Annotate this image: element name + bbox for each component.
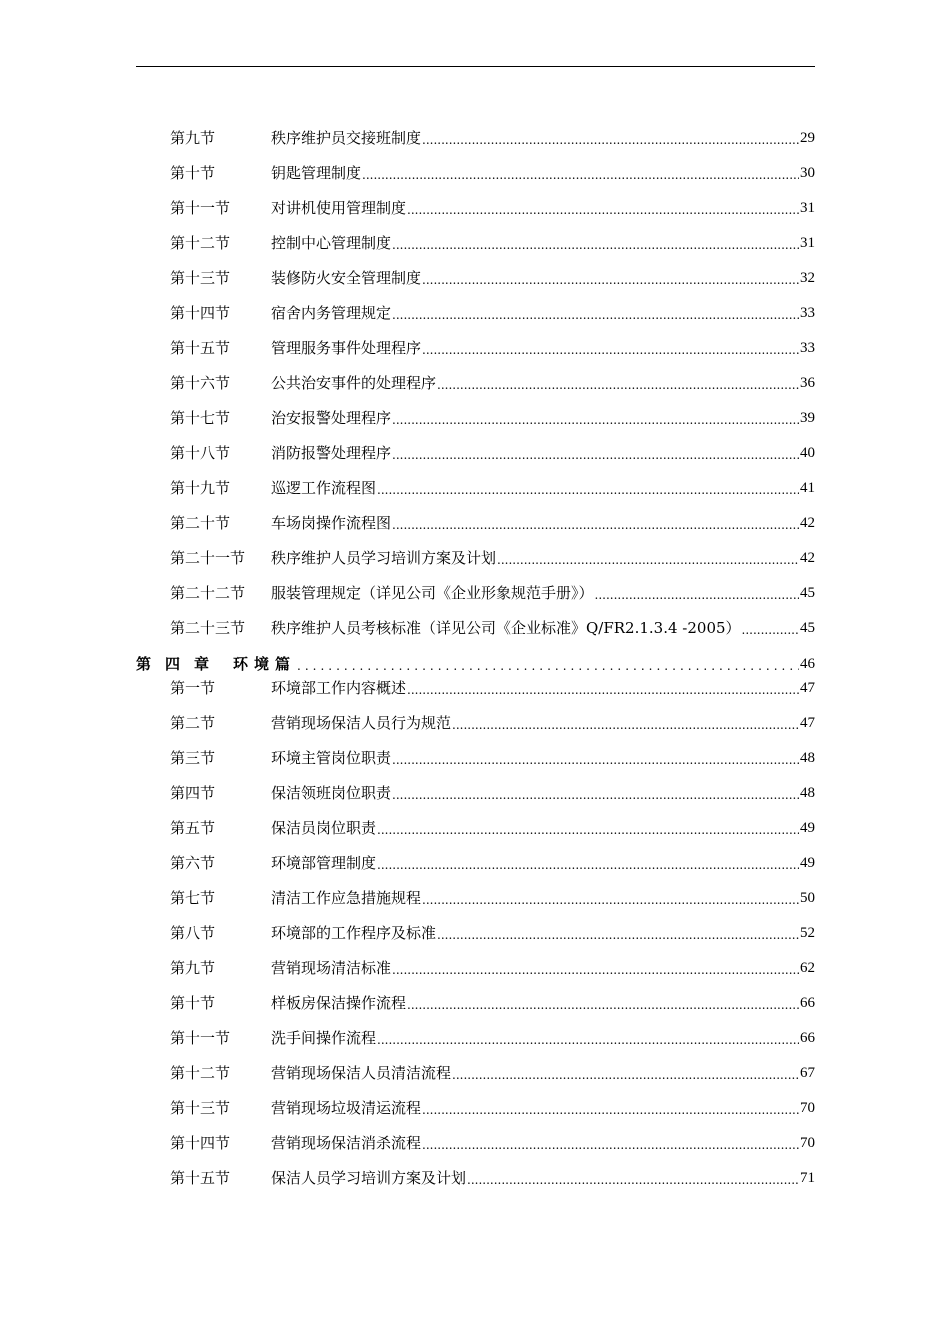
toc-section-title: 巡逻工作流程图: [271, 479, 377, 497]
toc-entry[interactable]: [170, 1096, 815, 1118]
toc-leader-dots: [392, 752, 799, 768]
toc-leader-dots: [437, 927, 799, 943]
toc-page-number: 66: [800, 1030, 815, 1046]
toc-entry[interactable]: [170, 406, 815, 428]
toc-section-number: 第十一节: [170, 1029, 231, 1047]
toc-leader-dots: [392, 307, 799, 323]
toc-page-number: 62: [800, 960, 815, 976]
toc-entry[interactable]: [170, 371, 815, 393]
chapter-number: 第四章: [136, 655, 224, 673]
toc-leader-dots: [437, 377, 799, 393]
toc-section-title: 保洁人员学习培训方案及计划: [271, 1169, 467, 1187]
toc-section-title: 秩序维护员交接班制度: [271, 129, 422, 147]
toc-page-number: 47: [800, 680, 815, 696]
toc-entry[interactable]: [170, 336, 815, 358]
toc-section-title: 营销现场保洁人员清洁流程: [271, 1064, 452, 1082]
toc-leader-dots: [452, 1067, 799, 1083]
toc-section-number: 第十七节: [170, 409, 231, 427]
toc-leader-dots: [407, 682, 799, 698]
toc-leader-dots: [362, 167, 799, 183]
toc-entry[interactable]: [170, 781, 815, 803]
toc-section-title: 对讲机使用管理制度: [271, 199, 407, 217]
toc-entry[interactable]: [170, 301, 815, 323]
toc-entry[interactable]: [170, 161, 815, 183]
toc-section-number: 第二十节: [170, 514, 231, 532]
toc-section-number: 第二十一节: [170, 549, 246, 567]
toc-chapter-heading[interactable]: [136, 652, 815, 674]
toc-section-number: 第三节: [170, 749, 216, 767]
header-rule: [136, 66, 815, 67]
toc-section-number: 第十八节: [170, 444, 231, 462]
toc-entry[interactable]: [170, 1166, 815, 1188]
toc-leader-dots: [497, 552, 799, 568]
toc-leader-dots: [422, 342, 799, 358]
toc-section-number: 第十一节: [170, 199, 231, 217]
toc-section-title: 样板房保洁操作流程: [271, 994, 407, 1012]
toc-page-number: 45: [800, 620, 815, 636]
toc-leader-dots: [467, 1172, 799, 1188]
toc-leader-dots: [422, 892, 799, 908]
toc-page-number: 40: [800, 445, 815, 461]
toc-section-title: 宿舍内务管理规定: [271, 304, 392, 322]
toc-leader-dots: [377, 857, 799, 873]
toc-section-title: 环境部的工作程序及标准: [271, 924, 437, 942]
toc-section-number: 第二节: [170, 714, 216, 732]
toc-entry[interactable]: [170, 746, 815, 768]
toc-entry[interactable]: [170, 581, 815, 603]
toc-leader-dots: [422, 272, 799, 288]
toc-page-number: 50: [800, 890, 815, 906]
toc-page-number: 42: [800, 550, 815, 566]
toc-leader-dots: [377, 822, 799, 838]
toc-section-title: 营销现场清洁标准: [271, 959, 392, 977]
toc-entry[interactable]: [170, 921, 815, 943]
toc-entry[interactable]: [170, 956, 815, 978]
toc-page-number: 52: [800, 925, 815, 941]
toc-section-number: 第十四节: [170, 304, 231, 322]
toc-page-number: 33: [800, 340, 815, 356]
toc-page-number: 45: [800, 585, 815, 601]
toc-page-number: 32: [800, 270, 815, 286]
toc-section-title: 管理服务事件处理程序: [271, 339, 422, 357]
toc-section-number: 第十三节: [170, 269, 231, 287]
toc-entry[interactable]: [170, 1026, 815, 1048]
toc-section-number: 第十节: [170, 164, 216, 182]
toc-entry[interactable]: [170, 816, 815, 838]
chapter-title: 环境篇: [233, 655, 297, 673]
toc-leader-dots: [422, 1137, 799, 1153]
toc-section-number: 第五节: [170, 819, 216, 837]
toc-page-number: 36: [800, 375, 815, 391]
toc-section-number: 第八节: [170, 924, 216, 942]
toc-section-number: 第一节: [170, 679, 216, 697]
toc-page-number: 48: [800, 750, 815, 766]
toc-section-title: 营销现场垃圾清运流程: [271, 1099, 422, 1117]
toc-section-title: 控制中心管理制度: [271, 234, 392, 252]
toc-entry[interactable]: [170, 886, 815, 908]
toc-leader-dots: [595, 587, 799, 603]
toc-section-number: 第十二节: [170, 234, 231, 252]
toc-section-title: 装修防火安全管理制度: [271, 269, 422, 287]
toc-entry[interactable]: [170, 1061, 815, 1083]
toc-section-number: 第九节: [170, 129, 216, 147]
toc-section-title: 清洁工作应急措施规程: [271, 889, 422, 907]
toc-leader-dots: [392, 447, 799, 463]
toc-section-title: 环境部管理制度: [271, 854, 377, 872]
toc-page-number: 70: [800, 1135, 815, 1151]
toc-entry[interactable]: [170, 991, 815, 1013]
toc-entry[interactable]: [170, 196, 815, 218]
toc-section-number: 第十四节: [170, 1134, 231, 1152]
toc-section-number: 第六节: [170, 854, 216, 872]
toc-section-title: 秩序维护人员考核标准（详见公司《企业标准》Q/FR2.1.3.4 -2005）: [271, 619, 741, 637]
toc-section-title: 钥匙管理制度: [271, 164, 362, 182]
toc-leader-dots: [407, 997, 799, 1013]
toc-page-number: 47: [800, 715, 815, 731]
toc-section-number: 第十六节: [170, 374, 231, 392]
toc-page-number: 31: [800, 235, 815, 251]
toc-entry[interactable]: [170, 711, 815, 733]
toc-page-number: 48: [800, 785, 815, 801]
toc-page-number: 49: [800, 855, 815, 871]
toc-page-number: 41: [800, 480, 815, 496]
toc-entry[interactable]: [170, 511, 815, 533]
toc-page-number: 42: [800, 515, 815, 531]
toc-section-title: 洗手间操作流程: [271, 1029, 377, 1047]
toc-section-number: 第十节: [170, 994, 216, 1012]
toc-page-number: 39: [800, 410, 815, 426]
toc-entry[interactable]: [170, 676, 815, 698]
toc-leader-dots: [452, 717, 799, 733]
toc-leader-dots: [422, 132, 799, 148]
toc-entry[interactable]: [170, 476, 815, 498]
toc-page-number: 29: [800, 130, 815, 146]
toc-page-number: 70: [800, 1100, 815, 1116]
toc-section-title: 营销现场保洁人员行为规范: [271, 714, 452, 732]
toc-leader-dots: [392, 412, 799, 428]
toc-section-number: 第九节: [170, 959, 216, 977]
toc-page-number: 30: [800, 165, 815, 181]
toc-page-number: 49: [800, 820, 815, 836]
toc-leader-dots: [377, 1032, 799, 1048]
toc-section-title: 秩序维护人员学习培训方案及计划: [271, 549, 497, 567]
toc-leader-dots: [392, 237, 799, 253]
toc-entry[interactable]: [170, 266, 815, 288]
toc-leader-dots: [742, 622, 799, 638]
toc-section-number: 第十五节: [170, 339, 231, 357]
toc-page-number: 71: [800, 1170, 815, 1186]
toc-entry[interactable]: [170, 616, 815, 638]
toc-leader-dots: [407, 202, 799, 218]
toc-section-number: 第十九节: [170, 479, 231, 497]
toc-page-number: 31: [800, 200, 815, 216]
toc-entry[interactable]: [170, 126, 815, 148]
toc-entry[interactable]: [170, 231, 815, 253]
toc-section-title: 公共治安事件的处理程序: [271, 374, 437, 392]
toc-entry[interactable]: [170, 441, 815, 463]
toc-leader-dots: [422, 1102, 799, 1118]
toc-page-number: 46: [800, 656, 815, 672]
toc-section-number: 第二十二节: [170, 584, 246, 602]
toc-leader-dots: [392, 787, 799, 803]
toc-section-title: 营销现场保洁消杀流程: [271, 1134, 422, 1152]
toc-leader-dots: [377, 482, 799, 498]
toc-page-number: 66: [800, 995, 815, 1011]
toc-section-number: 第二十三节: [170, 619, 246, 637]
toc-entry[interactable]: [170, 1131, 815, 1153]
toc-entry[interactable]: [170, 851, 815, 873]
toc-section-number: 第十五节: [170, 1169, 231, 1187]
toc-leader-dots: [392, 517, 799, 533]
toc-section-number: 第七节: [170, 889, 216, 907]
toc-section-title: 治安报警处理程序: [271, 409, 392, 427]
toc-section-title: 保洁领班岗位职责: [271, 784, 392, 802]
toc-section-title: 消防报警处理程序: [271, 444, 392, 462]
toc-section-title: 保洁员岗位职责: [271, 819, 377, 837]
toc-section-title: 服装管理规定（详见公司《企业形象规范手册》）: [271, 584, 594, 602]
toc-section-title: 车场岗操作流程图: [271, 514, 392, 532]
toc-section-number: 第十三节: [170, 1099, 231, 1117]
toc-page-number: 67: [800, 1065, 815, 1081]
toc-leader-dots: [392, 962, 799, 978]
toc-section-number: 第四节: [170, 784, 216, 802]
toc-page-number: 33: [800, 305, 815, 321]
toc-entry[interactable]: [170, 546, 815, 568]
toc-section-title: 环境部工作内容概述: [271, 679, 407, 697]
toc-leader-dots: [297, 658, 799, 674]
toc-section-title: 环境主管岗位职责: [271, 749, 392, 767]
toc-section-number: 第十二节: [170, 1064, 231, 1082]
